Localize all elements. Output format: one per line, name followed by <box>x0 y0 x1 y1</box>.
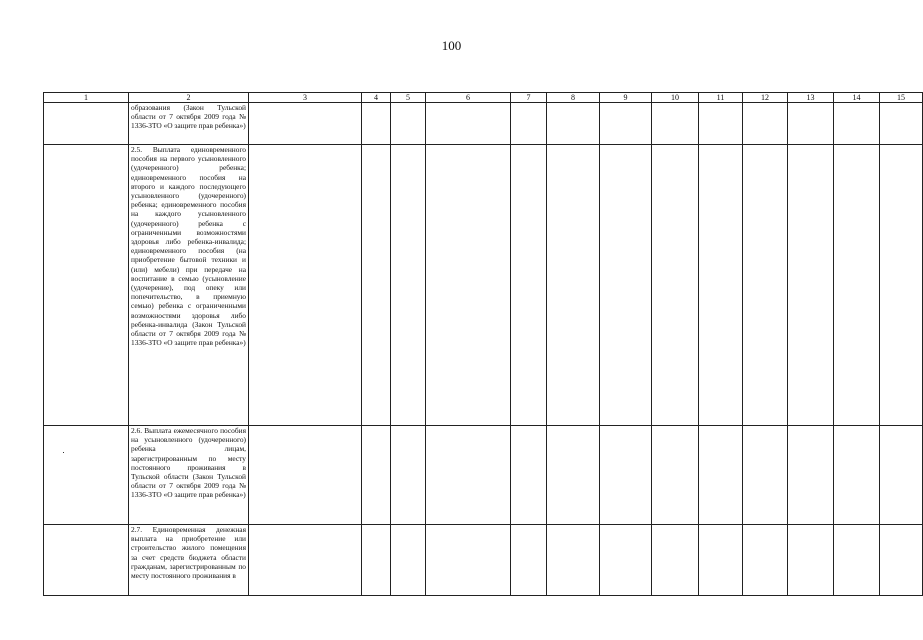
row-text: 2.5. Выплата единовременного пособия на первого усыновленного (удочеренного) ребенка; единовременного пособия на второго и каждого последующего усыновленного (удочеренного) ребенка; единовременного пособия на каждого усыновленного (удочеренного) ребенка с ограниченными возможностями здоровья либо ребенка-инвалида; единовременного пособия (на приобретение бытовой техники и (или) мебели) при передаче на воспитание в семью (усыновление (удочерение), под опеку или попечительство, в приемную семью) ребенка с ограниченными возможностями здоровья либо ребенка-инвалида (Закон Тульской области от 7 октября 2009 года № 1336-ЗТО «О защите прав ребенка») <box>129 145 249 426</box>
row-text: 2.6. Выплата ежемесячного пособия на усыновленного (удочеренного) ребенка лицам, зарегистрированным по месту постоянного проживания в Тульской области (Закон Тульской области от 7 октября 2009 года № 1336-ЗТО «О защите прав ребенка») <box>129 426 249 525</box>
col-header: 13 <box>788 93 834 103</box>
col-header: 9 <box>600 93 652 103</box>
table-row <box>44 103 923 145</box>
page-number: 100 <box>441 38 462 53</box>
table-row <box>44 426 923 525</box>
col-header: 1 <box>44 93 129 103</box>
col-header: 6 <box>426 93 511 103</box>
col-header: 14 <box>834 93 880 103</box>
col-header: 11 <box>699 93 743 103</box>
scan-speck <box>63 452 64 453</box>
col-header: 4 <box>362 93 391 103</box>
col-header: 2 <box>129 93 249 103</box>
col-header: 10 <box>652 93 699 103</box>
table-row <box>44 145 923 426</box>
col-header: 7 <box>511 93 547 103</box>
col-header: 12 <box>743 93 788 103</box>
col-header: 5 <box>391 93 426 103</box>
col-header: 8 <box>547 93 600 103</box>
row-text: образования (Закон Тульской области от 7 октября 2009 года № 1336-ЗТО «О защите прав ребенка») <box>129 103 249 145</box>
row-text: 2.7. Единовременная денежная выплата на приобретение или строительство жилого помещения за счет средств бюджета области гражданам, зарегистрированным по месту постоянного проживания в <box>129 525 249 596</box>
col-header: 3 <box>249 93 362 103</box>
table-row <box>44 525 923 596</box>
col-header: 15 <box>880 93 923 103</box>
data-table <box>43 92 923 596</box>
table-header-row <box>44 93 923 103</box>
